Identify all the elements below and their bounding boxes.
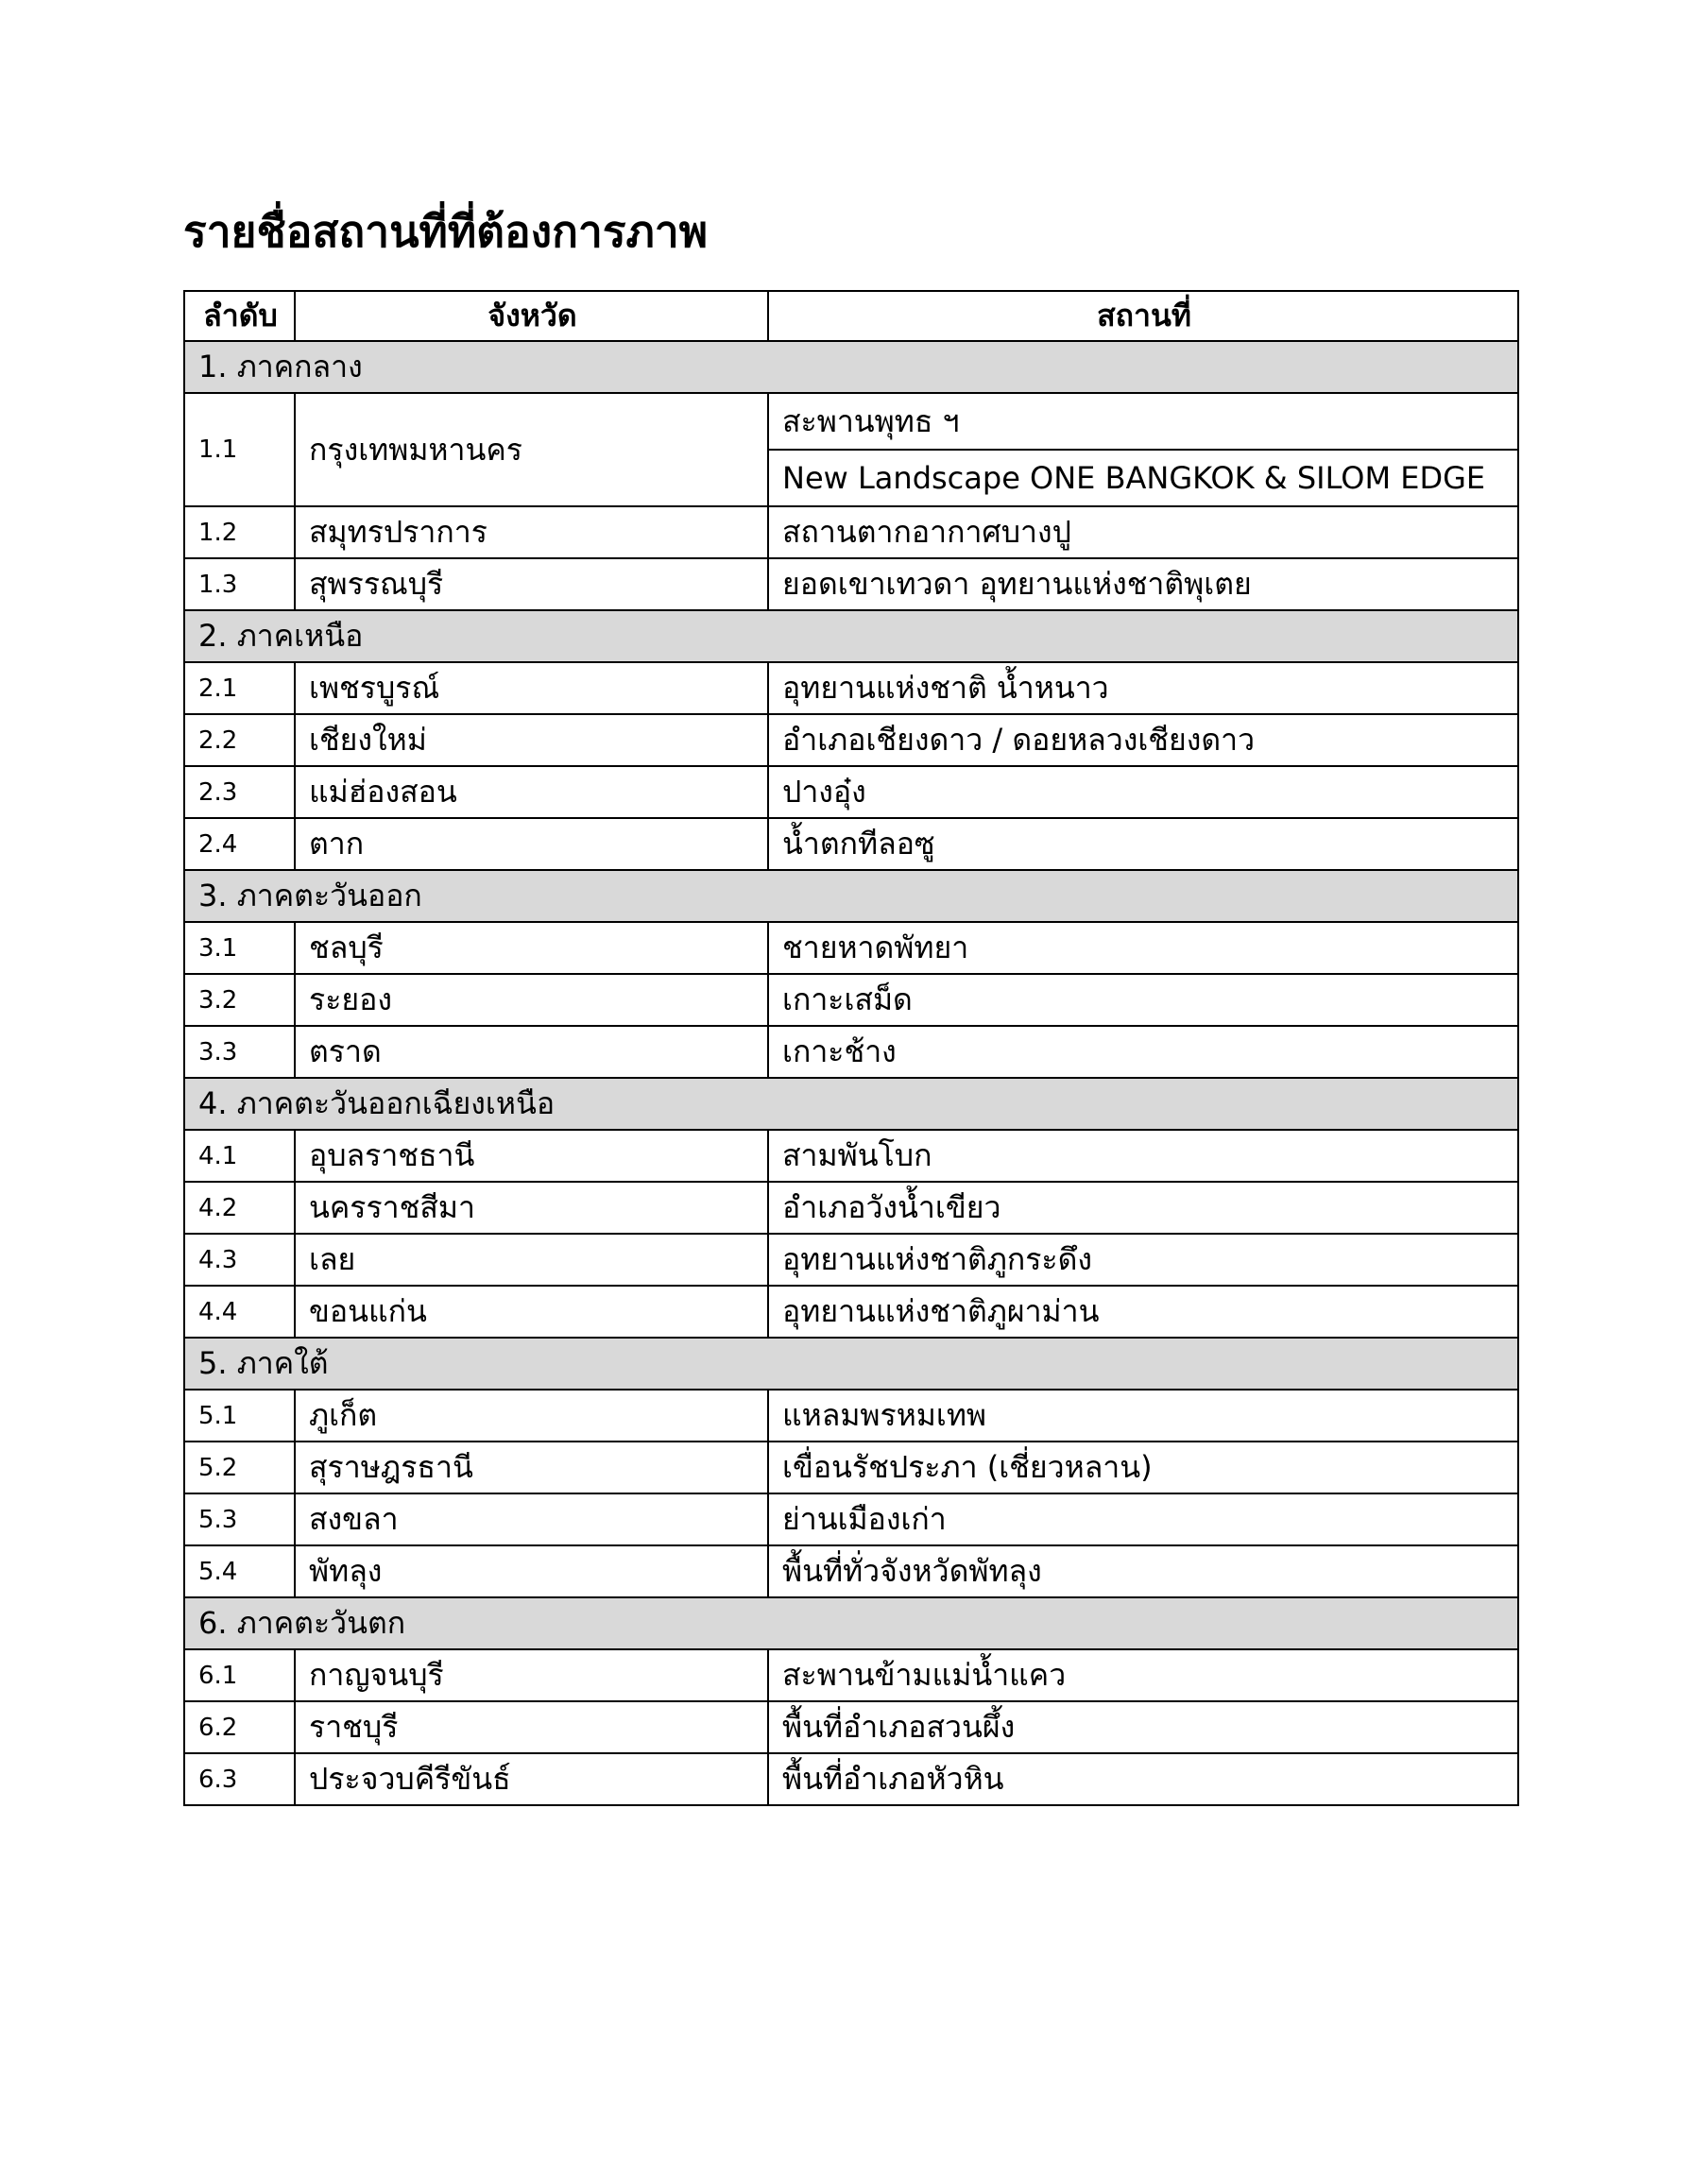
- places-table: [183, 290, 1519, 1806]
- cell-order: 3.1: [184, 922, 295, 974]
- table-row: [184, 1130, 1518, 1182]
- table-row: [184, 1701, 1518, 1753]
- cell-province: สมุทรปราการ: [295, 506, 768, 558]
- cell-province: ราชบุรี: [295, 1701, 768, 1753]
- cell-province: เลย: [295, 1234, 768, 1286]
- region-heading: 6. ภาคตะวันตก: [184, 1597, 1518, 1649]
- table-row: [184, 714, 1518, 766]
- cell-place: ปางอุ๋ง: [768, 766, 1518, 818]
- cell-place: อุทยานแห่งชาติ น้ำหนาว: [768, 662, 1518, 714]
- cell-order: 6.3: [184, 1753, 295, 1805]
- cell-province: ขอนแก่น: [295, 1286, 768, 1338]
- cell-order: 5.2: [184, 1442, 295, 1493]
- cell-province: แม่ฮ่องสอน: [295, 766, 768, 818]
- cell-place: สามพันโบก: [768, 1130, 1518, 1182]
- cell-province: กรุงเทพมหานคร: [295, 393, 768, 506]
- header-row: [184, 291, 1518, 341]
- cell-place: ยอดเขาเทวดา อุทยานแห่งชาติพุเตย: [768, 558, 1518, 610]
- cell-order: 2.4: [184, 818, 295, 870]
- cell-place: พื้นที่อำเภอสวนผึ้ง: [768, 1701, 1518, 1753]
- cell-order: 3.3: [184, 1026, 295, 1078]
- cell-order: 5.1: [184, 1390, 295, 1442]
- cell-place: อำเภอวังน้ำเขียว: [768, 1182, 1518, 1234]
- table-row: [184, 1182, 1518, 1234]
- table-row: [184, 818, 1518, 870]
- cell-province: กาญจนบุรี: [295, 1649, 768, 1701]
- cell-order: 1.3: [184, 558, 295, 610]
- table-row: [184, 922, 1518, 974]
- table-row: [184, 1442, 1518, 1493]
- region-heading: 3. ภาคตะวันออก: [184, 870, 1518, 922]
- cell-province: ตราด: [295, 1026, 768, 1078]
- cell-order: 1.2: [184, 506, 295, 558]
- cell-order: 6.1: [184, 1649, 295, 1701]
- header-province: จังหวัด: [295, 291, 768, 341]
- cell-place: เกาะช้าง: [768, 1026, 1518, 1078]
- table-row: [184, 766, 1518, 818]
- cell-place: ย่านเมืองเก่า: [768, 1493, 1518, 1545]
- cell-order: 4.4: [184, 1286, 295, 1338]
- cell-order: 1.1: [184, 393, 295, 506]
- table-row: [184, 1753, 1518, 1805]
- region-row: [184, 1597, 1518, 1649]
- cell-province: พัทลุง: [295, 1545, 768, 1597]
- cell-province: สุราษฎรธานี: [295, 1442, 768, 1493]
- table-row: [184, 393, 1518, 450]
- cell-order: 5.4: [184, 1545, 295, 1597]
- cell-order: 4.2: [184, 1182, 295, 1234]
- cell-place: สะพานพุทธ ฯ: [768, 393, 1518, 450]
- cell-order: 2.3: [184, 766, 295, 818]
- cell-place: เกาะเสม็ด: [768, 974, 1518, 1026]
- table-header: [184, 291, 1518, 341]
- table-row: [184, 506, 1518, 558]
- table-row: [184, 662, 1518, 714]
- table-row: [184, 1390, 1518, 1442]
- cell-place: อำเภอเชียงดาว / ดอยหลวงเชียงดาว: [768, 714, 1518, 766]
- cell-province: สุพรรณบุรี: [295, 558, 768, 610]
- table-row: [184, 1026, 1518, 1078]
- cell-place: สะพานข้ามแม่น้ำแคว: [768, 1649, 1518, 1701]
- header-place: สถานที่: [768, 291, 1518, 341]
- cell-place: แหลมพรหมเทพ: [768, 1390, 1518, 1442]
- cell-province: อุบลราชธานี: [295, 1130, 768, 1182]
- cell-order: 2.2: [184, 714, 295, 766]
- cell-place: น้ำตกทีลอซู: [768, 818, 1518, 870]
- cell-province: ประจวบคีรีขันธ์: [295, 1753, 768, 1805]
- cell-order: 4.3: [184, 1234, 295, 1286]
- table-row: [184, 1493, 1518, 1545]
- cell-place: เขื่อนรัชประภา (เชี่ยวหลาน): [768, 1442, 1518, 1493]
- cell-province: ชลบุรี: [295, 922, 768, 974]
- cell-place: อุทยานแห่งชาติภูกระดึง: [768, 1234, 1518, 1286]
- region-row: [184, 1078, 1518, 1130]
- cell-order: 3.2: [184, 974, 295, 1026]
- region-row: [184, 341, 1518, 393]
- cell-order: 6.2: [184, 1701, 295, 1753]
- page-title: รายชื่อสถานที่ที่ต้องการภาพ: [183, 206, 709, 257]
- region-heading: 5. ภาคใต้: [184, 1338, 1518, 1390]
- region-heading: 2. ภาคเหนือ: [184, 610, 1518, 662]
- cell-place: สถานตากอากาศบางปู: [768, 506, 1518, 558]
- table-row: [184, 558, 1518, 610]
- cell-place: พื้นที่อำเภอหัวหิน: [768, 1753, 1518, 1805]
- region-heading: 4. ภาคตะวันออกเฉียงเหนือ: [184, 1078, 1518, 1130]
- cell-province: ภูเก็ต: [295, 1390, 768, 1442]
- cell-province: สงขลา: [295, 1493, 768, 1545]
- table-row: [184, 974, 1518, 1026]
- region-row: [184, 610, 1518, 662]
- cell-province: ตาก: [295, 818, 768, 870]
- cell-province: นครราชสีมา: [295, 1182, 768, 1234]
- header-order: ลำดับ: [184, 291, 295, 341]
- cell-place: พื้นที่ทั่วจังหวัดพัทลุง: [768, 1545, 1518, 1597]
- cell-province: เพชรบูรณ์: [295, 662, 768, 714]
- table-row: [184, 1545, 1518, 1597]
- table-row: [184, 1286, 1518, 1338]
- cell-order: 4.1: [184, 1130, 295, 1182]
- region-heading: 1. ภาคกลาง: [184, 341, 1518, 393]
- table-body: [184, 341, 1518, 1805]
- region-row: [184, 870, 1518, 922]
- cell-place: New Landscape ONE BANGKOK & SILOM EDGE: [768, 450, 1518, 506]
- cell-place: ชายหาดพัทยา: [768, 922, 1518, 974]
- cell-order: 2.1: [184, 662, 295, 714]
- cell-order: 5.3: [184, 1493, 295, 1545]
- cell-province: เชียงใหม่: [295, 714, 768, 766]
- table-row: [184, 1649, 1518, 1701]
- cell-place: อุทยานแห่งชาติภูผาม่าน: [768, 1286, 1518, 1338]
- region-row: [184, 1338, 1518, 1390]
- table-row: [184, 1234, 1518, 1286]
- cell-province: ระยอง: [295, 974, 768, 1026]
